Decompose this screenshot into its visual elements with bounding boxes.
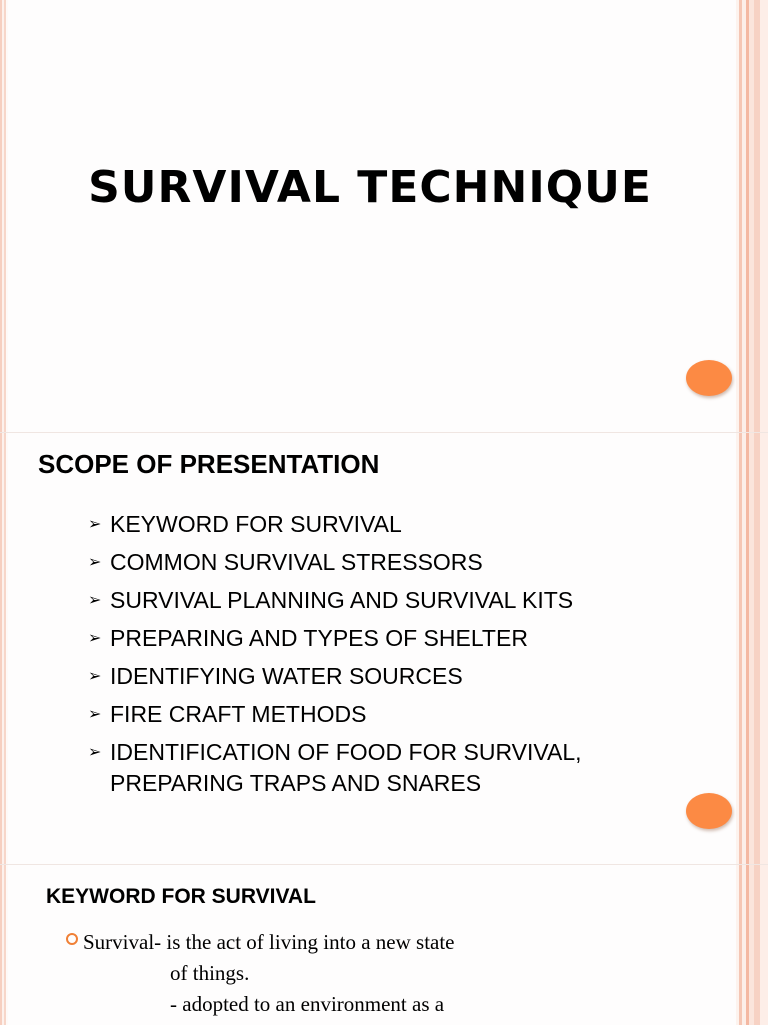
scope-heading: SCOPE OF PRESENTATION bbox=[38, 449, 380, 479]
ring-bullet-icon bbox=[66, 933, 78, 945]
presentation-title: SURVIVAL TECHNIQUE bbox=[88, 162, 652, 213]
list-item: ➢ SURVIVAL PLANNING AND SURVIVAL KITS bbox=[88, 585, 648, 616]
slide-scope bbox=[0, 432, 768, 865]
left-accent-strip bbox=[0, 0, 8, 432]
arrow-bullet-icon: ➢ bbox=[88, 630, 102, 647]
slide-keyword bbox=[0, 864, 768, 1025]
keyword-heading: KEYWORD FOR SURVIVAL bbox=[46, 885, 316, 908]
arrow-bullet-icon: ➢ bbox=[88, 706, 102, 723]
list-item: ➢ PREPARING AND TYPES OF SHELTER bbox=[88, 623, 648, 654]
definition-line: of things. bbox=[170, 961, 250, 985]
arrow-bullet-icon: ➢ bbox=[88, 592, 102, 609]
list-item: ➢ FIRE CRAFT METHODS bbox=[88, 699, 648, 730]
definition-line: Survival- is the act of living into a new state bbox=[83, 930, 455, 954]
definition-line: - adopted to an environment as a bbox=[170, 992, 445, 1016]
definition-block bbox=[66, 927, 546, 1020]
scope-list bbox=[88, 509, 648, 806]
right-accent-strip bbox=[736, 865, 768, 1025]
left-accent-strip bbox=[0, 865, 8, 1025]
arrow-bullet-icon: ➢ bbox=[88, 516, 102, 533]
arrow-bullet-icon: ➢ bbox=[88, 668, 102, 685]
right-accent-strip bbox=[736, 433, 768, 865]
orange-dot-icon bbox=[686, 360, 732, 396]
list-item: ➢ IDENTIFYING WATER SOURCES bbox=[88, 661, 648, 692]
arrow-bullet-icon: ➢ bbox=[88, 744, 102, 761]
orange-dot-icon bbox=[686, 793, 732, 829]
list-item: ➢ IDENTIFICATION OF FOOD FOR SURVIVAL, PREPARING TRAPS AND SNARES bbox=[88, 739, 582, 796]
arrow-bullet-icon: ➢ bbox=[88, 554, 102, 571]
list-item: ➢ COMMON SURVIVAL STRESSORS bbox=[88, 547, 648, 578]
list-item: ➢ KEYWORD FOR SURVIVAL bbox=[88, 509, 648, 540]
left-accent-strip bbox=[0, 433, 8, 865]
slide-title bbox=[0, 0, 768, 432]
right-accent-strip bbox=[736, 0, 768, 432]
